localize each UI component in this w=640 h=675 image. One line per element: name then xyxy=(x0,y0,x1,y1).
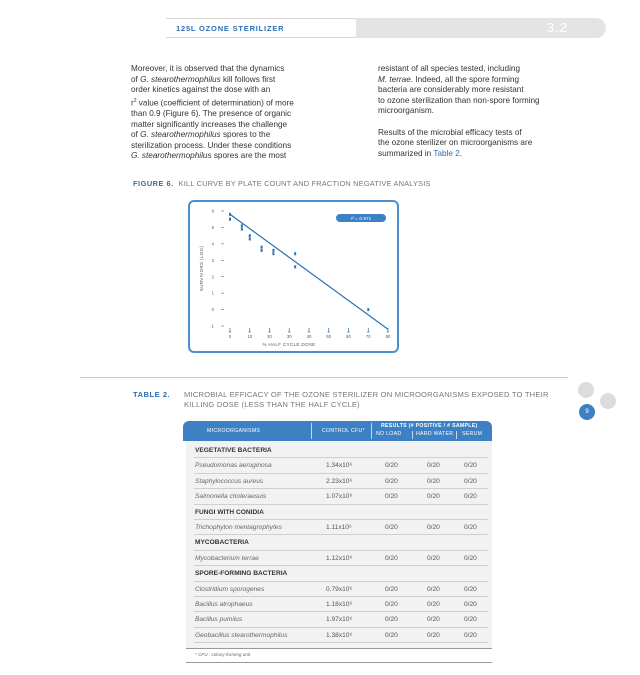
cell-name: Pseudomonas aeruginosa xyxy=(195,462,272,470)
x-tick-label: 70 xyxy=(365,334,371,339)
table-bottom-rule xyxy=(186,648,492,649)
cell-serum: 0/20 xyxy=(464,493,477,501)
cell-control: 1.07x10⁶ xyxy=(326,493,353,501)
cell-name: Salmonella choleraesuis xyxy=(195,493,267,501)
y-axis-title: SURVIVORS (LOG) xyxy=(199,245,204,292)
text-line: $r^2$ value (coefficient of determination) of more xyxy=(131,97,294,108)
text-line: sterilization process. Under these conditions xyxy=(131,140,292,150)
chart-svg xyxy=(190,202,397,351)
header-separator xyxy=(456,431,457,439)
x-tick-label: 10 xyxy=(247,334,253,339)
header-separator xyxy=(412,431,413,439)
page-header xyxy=(166,18,606,38)
cell-name: Clostridium sporogenes xyxy=(195,585,265,593)
cell-name: Geobacillus stearothermophilus xyxy=(195,631,288,639)
cell-name: Trichophyton mentagrophytes xyxy=(195,524,282,531)
header-title: 125L OZONE STERILIZER xyxy=(176,24,285,33)
x-tick-label: 0 xyxy=(228,334,232,339)
text-line: bacteria are considerably more resistant xyxy=(378,85,524,95)
header-serum: SERUM xyxy=(462,431,483,437)
cell-no-load: 0/20 xyxy=(385,616,398,624)
figure-title: KILL CURVE BY PLATE COUNT AND FRACTION NEGATIVE ANALYSIS xyxy=(178,179,431,188)
row-divider xyxy=(194,596,488,597)
text-fragment: summarized in xyxy=(378,148,434,158)
cell-hard-water: 0/20 xyxy=(427,616,440,624)
cell-serum: 0/20 xyxy=(464,477,477,485)
table-body xyxy=(186,441,492,648)
x-tick-label: 30 xyxy=(286,334,292,339)
text-line xyxy=(378,149,588,160)
row-divider xyxy=(194,519,488,520)
left-paragraph xyxy=(131,64,331,162)
category-label: VEGETATIVE BACTERIA xyxy=(195,447,272,454)
cell-hard-water: 0/20 xyxy=(427,477,440,485)
header-title-box xyxy=(166,18,356,38)
header-separator xyxy=(311,423,312,439)
table-row xyxy=(186,521,492,535)
regression-line xyxy=(230,214,388,329)
y-tick-label: 6 xyxy=(211,208,214,214)
text-line: of G. stearothermophilus spores to the xyxy=(131,130,271,140)
cell-no-load: 0/20 xyxy=(385,477,398,485)
cell-control: 1.34x10⁶ xyxy=(326,462,353,470)
text-line: microorganism. xyxy=(378,106,434,116)
y-tick-label: 0 xyxy=(211,307,214,313)
data-point xyxy=(272,252,274,255)
text-line: order kinetics against the dose with an xyxy=(131,85,271,95)
header-results: RESULTS (# POSITIVE / # SAMPLE) xyxy=(381,423,478,429)
category-label: FUNGI WITH CONIDIA xyxy=(195,508,264,516)
table-row xyxy=(186,552,492,566)
x-tick-label: 50 xyxy=(326,334,332,339)
decorative-circle xyxy=(578,382,594,398)
text-line: than 0.9 (Figure 6). The presence of organic xyxy=(131,109,292,119)
text-line: the ozone sterilizer on microorganisms are xyxy=(378,138,533,148)
row-divider xyxy=(194,611,488,612)
cell-hard-water: 0/20 xyxy=(427,601,440,608)
figure-number: FIGURE 6. xyxy=(133,179,174,188)
cell-no-load: 0/20 xyxy=(385,524,398,531)
text-line: to ozone sterilization than non-spore forming xyxy=(378,95,540,105)
data-point xyxy=(294,265,296,268)
cell-hard-water: 0/20 xyxy=(427,631,440,639)
right-column xyxy=(378,64,588,159)
cell-control: 1.97x10⁶ xyxy=(326,616,353,624)
text-line: of G. stearothermophilus kill follows first xyxy=(131,74,276,84)
data-point xyxy=(229,218,231,221)
cell-serum: 0/20 xyxy=(464,554,477,562)
data-point xyxy=(294,252,296,255)
category-label: MYCOBACTERIA xyxy=(195,539,249,547)
data-point xyxy=(261,249,263,252)
page-number: 9 xyxy=(579,404,595,420)
x-tick-label: 40 xyxy=(306,334,312,339)
text-fragment: . xyxy=(459,148,463,158)
cell-control: 1.12x10⁶ xyxy=(326,554,353,562)
row-divider xyxy=(194,534,488,535)
data-point xyxy=(241,224,243,227)
y-tick-label: 5 xyxy=(211,225,214,231)
table-row xyxy=(186,629,492,643)
cell-hard-water: 0/20 xyxy=(427,493,440,501)
x-tick-label: 20 xyxy=(267,334,272,339)
table-footnote: * CFU : colony-forming unit xyxy=(195,652,251,657)
data-point xyxy=(249,234,251,237)
cell-control: 1.18x10⁶ xyxy=(326,601,353,608)
cell-serum: 0/20 xyxy=(464,462,477,470)
data-point xyxy=(229,213,231,216)
table-row xyxy=(186,475,492,489)
row-divider xyxy=(194,581,488,582)
y-tick-label: 3 xyxy=(211,257,214,263)
table-row xyxy=(186,490,492,504)
footnote-rule xyxy=(186,662,492,663)
cell-hard-water: 0/20 xyxy=(427,462,440,470)
right-paragraph-1 xyxy=(378,64,588,117)
table-row xyxy=(186,598,492,612)
cell-control: 1.38x10⁶ xyxy=(326,631,353,639)
section-number: 3.2 xyxy=(546,20,568,35)
cell-serum: 0/20 xyxy=(464,585,477,593)
table-number: TABLE 2. xyxy=(133,390,171,399)
cell-name: Staphylococcus aureus xyxy=(195,477,264,485)
table-2-link[interactable]: Table 2 xyxy=(433,148,460,158)
row-divider xyxy=(194,457,488,458)
cell-control: 2.23x10⁶ xyxy=(326,477,353,485)
header-section-bar xyxy=(356,18,606,38)
row-divider xyxy=(194,550,488,551)
cell-no-load: 0/20 xyxy=(385,554,398,562)
x-tick-label: 60 xyxy=(346,334,351,339)
header-control: CONTROL CFU* xyxy=(322,428,365,434)
header-no-load: NO LOAD xyxy=(376,431,402,437)
cell-name: Bacillus pumilus xyxy=(195,616,243,624)
row-divider xyxy=(194,565,488,566)
row-divider xyxy=(194,488,488,489)
cell-serum: 0/20 xyxy=(464,524,477,531)
cell-hard-water: 0/20 xyxy=(427,585,440,593)
data-point xyxy=(272,249,274,252)
x-axis-title: % HALF CYCLE DOSE xyxy=(262,342,316,347)
text-line: G. stearothermophilus spores are the most xyxy=(131,151,287,161)
header-microorganisms: MICROORGANISMS xyxy=(207,428,261,434)
category-row xyxy=(186,444,492,458)
right-paragraph-2 xyxy=(378,128,588,160)
table-title: MICROBIAL EFFICACY OF THE OZONE STERILIZER ON MICROORGANISMS EXPOSED TO THEIR KILLING DOSE (LESS THAN THE HALF CYCLE) xyxy=(184,390,549,409)
table-row xyxy=(186,613,492,627)
cell-no-load: 0/20 xyxy=(385,601,398,608)
text-line: Results of the microbial efficacy tests of xyxy=(378,127,522,137)
y-tick-label: 2 xyxy=(211,274,214,280)
table-row xyxy=(186,459,492,473)
figure-caption xyxy=(133,179,431,188)
data-point xyxy=(249,237,251,240)
category-row xyxy=(186,506,492,520)
header-separator xyxy=(371,423,372,439)
table-row xyxy=(186,583,492,597)
text-line: matter significantly increases the challenge xyxy=(131,119,288,129)
row-divider xyxy=(194,642,488,643)
cell-serum: 0/20 xyxy=(464,601,477,608)
decorative-circle xyxy=(600,393,616,409)
y-tick-label: 4 xyxy=(211,241,214,247)
y-tick-label: -1 xyxy=(210,323,214,329)
cell-control: 0.79x10⁶ xyxy=(326,585,353,593)
data-point xyxy=(261,246,263,249)
cell-hard-water: 0/20 xyxy=(427,554,440,562)
cell-no-load: 0/20 xyxy=(385,585,398,593)
r-squared-label: r² = 0.971 xyxy=(350,216,372,222)
cell-name: Mycobacterium terrae xyxy=(195,554,259,562)
cell-no-load: 0/20 xyxy=(385,462,398,470)
table-header xyxy=(183,421,492,441)
cell-serum: 0/20 xyxy=(464,616,477,624)
cell-no-load: 0/20 xyxy=(385,493,398,501)
cell-serum: 0/20 xyxy=(464,631,477,639)
cell-hard-water: 0/20 xyxy=(427,524,440,531)
data-point xyxy=(367,308,369,311)
left-column xyxy=(131,64,331,162)
cell-control: 1.11x10⁶ xyxy=(326,524,352,531)
cell-no-load: 0/20 xyxy=(385,631,398,639)
cell-name: Bacillus atrophaeus xyxy=(195,601,253,608)
header-hard-water: HARD WATER xyxy=(416,431,454,437)
y-tick-label: 1 xyxy=(211,290,214,296)
section-divider xyxy=(80,377,568,378)
category-row xyxy=(186,567,492,581)
row-divider xyxy=(194,627,488,628)
kill-curve-chart xyxy=(188,200,399,353)
text-line: M. terrae. Indeed, all the spore forming xyxy=(378,74,520,84)
category-row xyxy=(186,536,492,550)
row-divider xyxy=(194,473,488,474)
data-point xyxy=(241,228,243,231)
row-divider xyxy=(194,504,488,505)
text-line: Moreover, it is observed that the dynamics xyxy=(131,64,285,73)
x-tick-label: 80 xyxy=(385,334,391,339)
category-label: SPORE-FORMING BACTERIA xyxy=(195,570,288,578)
text-line: resistant of all species tested, including xyxy=(378,64,520,73)
